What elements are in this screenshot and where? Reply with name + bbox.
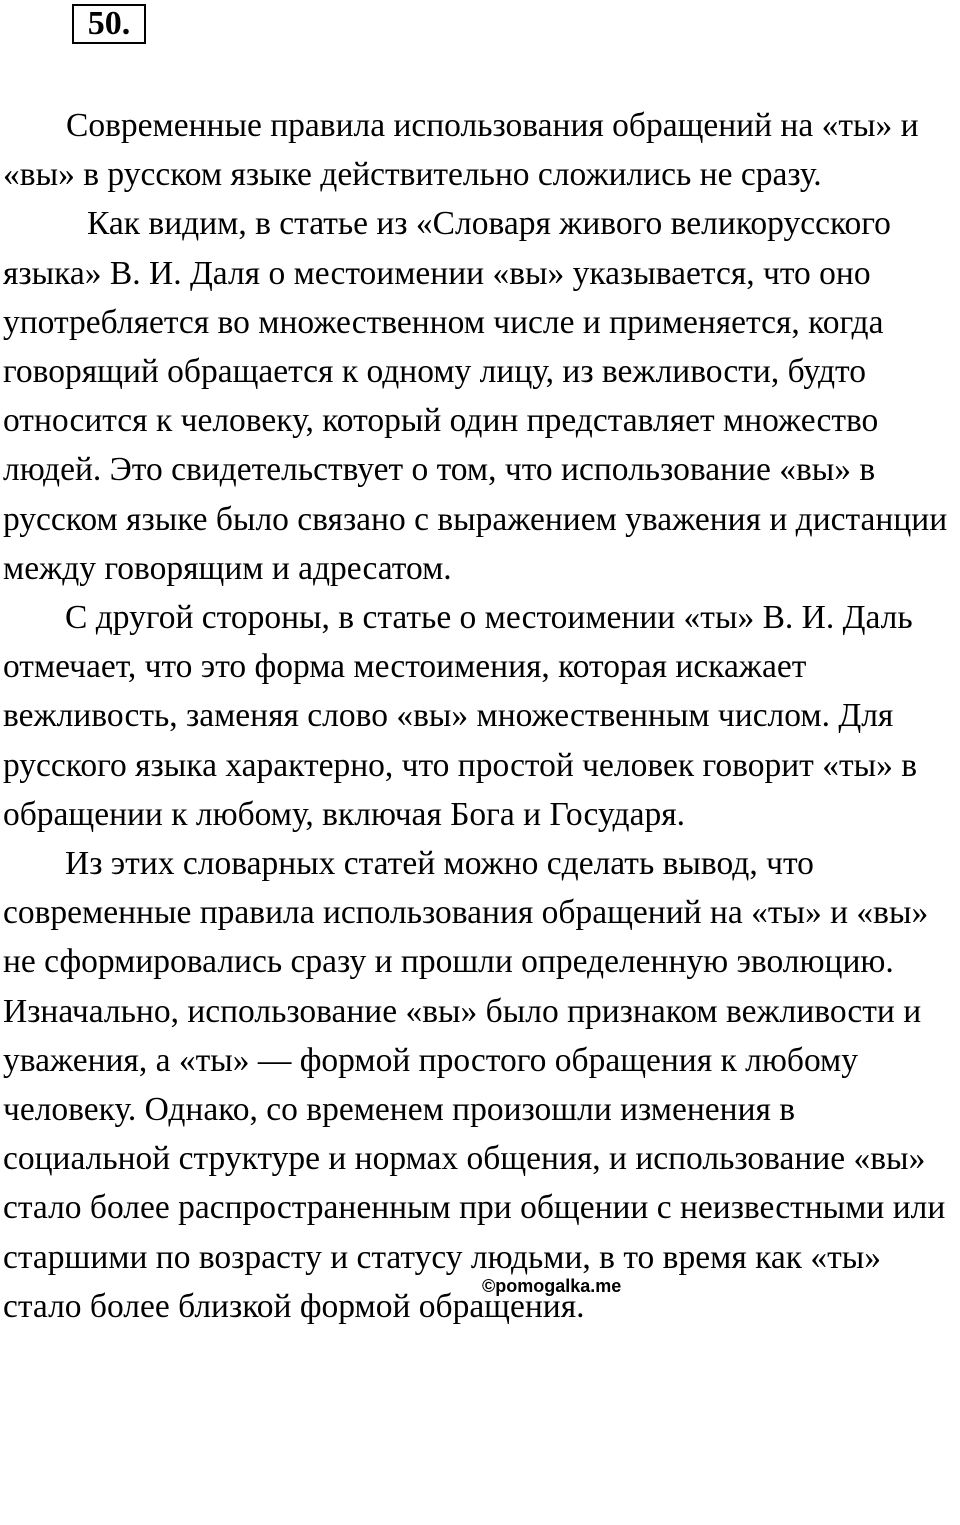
answer-text: [3, 101, 958, 1331]
paragraph-2: Как видим, в статье из «Словаря живого великорусского языка» В. И. Даля о местоимении «вы» указывается, что оно употребляется во множественном числе и применяется, когда говорящий обращается к одному лицу, из вежливости, будто относится к человеку, который один представляет множество людей. Это свидетельствует о том, что использование «вы» в русском языке было связано с выражением уважения и дистанции между говорящим и адресатом.: [3, 205, 948, 587]
paragraph-3: С другой стороны, в статье о местоимении «ты» В. И. Даль отмечает, что это форма местоимения, которая искажает вежливость, заменяя слово «вы» множественным числом. Для русского языка характерно, что простой человек говорит «ты» в обращении к любому, включая Бога и Государя.: [3, 599, 918, 833]
watermark: ©pomogalka.me: [482, 1276, 622, 1296]
exercise-number: 50.: [72, 4, 146, 44]
paragraph-4: Из этих словарных статей можно сделать вывод, что современные правила использования обращений на «ты» и «вы» не сформировались сразу и прошли определенную эволюцию. Изначально, использование «вы» было признаком вежливости и уважения, а «ты» — формой простого обращения к любому человеку. Однако, со временем произошли изменения в социальной структуре и нормах общения, и использование «вы» стало более распространенным при общении с неизвестными или старшими по возрасту и статусу людьми, в то время как «ты» стало более близкой формой обращения.: [3, 845, 946, 1325]
paragraph-1: Современные правила использования обращений на «ты» и «вы» в русском языке действительно сложились не сразу.: [3, 107, 919, 194]
